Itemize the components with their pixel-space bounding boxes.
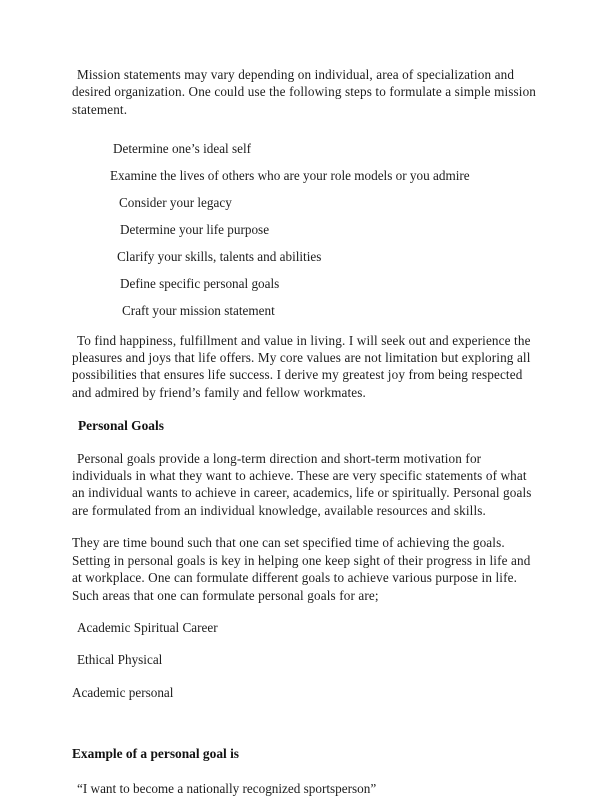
spacer-before-example-heading <box>72 701 542 745</box>
spacer-after-personal-goals-heading <box>72 435 542 450</box>
personal-goals-paragraph-2: They are time bound such that one can set specified time of achieving the goals. Setting in personal goals is key in helping one keep sight of their progress in life and at workplace. One can formulate different goals to achieve various purpose in life. Such areas that one can formulate personal goals for are; <box>72 535 531 603</box>
example-quote: “I want to become a nationally recognized sportsperson” <box>77 780 377 796</box>
list-item: Craft your mission statement <box>122 303 275 319</box>
personal-goals-paragraph-1: Personal goals provide a long-term direction and short-term motivation for individuals in what they want to achieve. These are very specific statements of what an individual wants to achieve in career, academics, life or spiritually. Personal goals are formulated from an individual knowledge, available resources and skills. <box>72 450 532 518</box>
intro-paragraph: Mission statements may vary depending on individual, area of specialization and desired organization. One could use the following steps to formulate a simple mission statement. <box>72 67 537 117</box>
spacer-after-list <box>72 320 542 332</box>
list-item: Examine the lives of others who are your role models or you admire <box>110 168 470 184</box>
list-item: Consider your legacy <box>119 195 232 211</box>
list-item: Define specific personal goals <box>120 276 280 292</box>
spacer-before-personal-goals-heading <box>72 401 542 417</box>
document-content <box>72 66 542 797</box>
goal-area-line: Academic personal <box>72 684 174 700</box>
list-item: Determine your life purpose <box>120 222 270 238</box>
spacer-before-goal-areas <box>72 604 542 619</box>
spacer-after-intro <box>72 118 542 140</box>
personal-goals-heading: Personal Goals <box>78 418 164 434</box>
spacer-after-example-heading <box>72 763 542 780</box>
example-heading: Example of a personal goal is <box>72 746 240 762</box>
goal-area-line: Ethical Physical <box>77 652 163 668</box>
mission-steps-list <box>72 140 542 319</box>
mission-statement-paragraph: To find happiness, fulfillment and value in living. I will seek out and experience the pleasures and joys that life offers. My core values are not limitation but exploring all possibilities that ensures life success. I derive my greatest joy from being respected and admired by friend’s family and fellow workmates. <box>72 332 531 400</box>
list-item: Clarify your skills, talents and abilities <box>117 249 322 265</box>
spacer-goal-area-1 <box>72 636 542 651</box>
spacer-between-paragraphs <box>72 519 542 534</box>
goal-area-line: Academic Spiritual Career <box>77 619 218 635</box>
list-item: Determine one’s ideal self <box>113 141 252 157</box>
spacer-goal-area-2 <box>72 669 542 684</box>
